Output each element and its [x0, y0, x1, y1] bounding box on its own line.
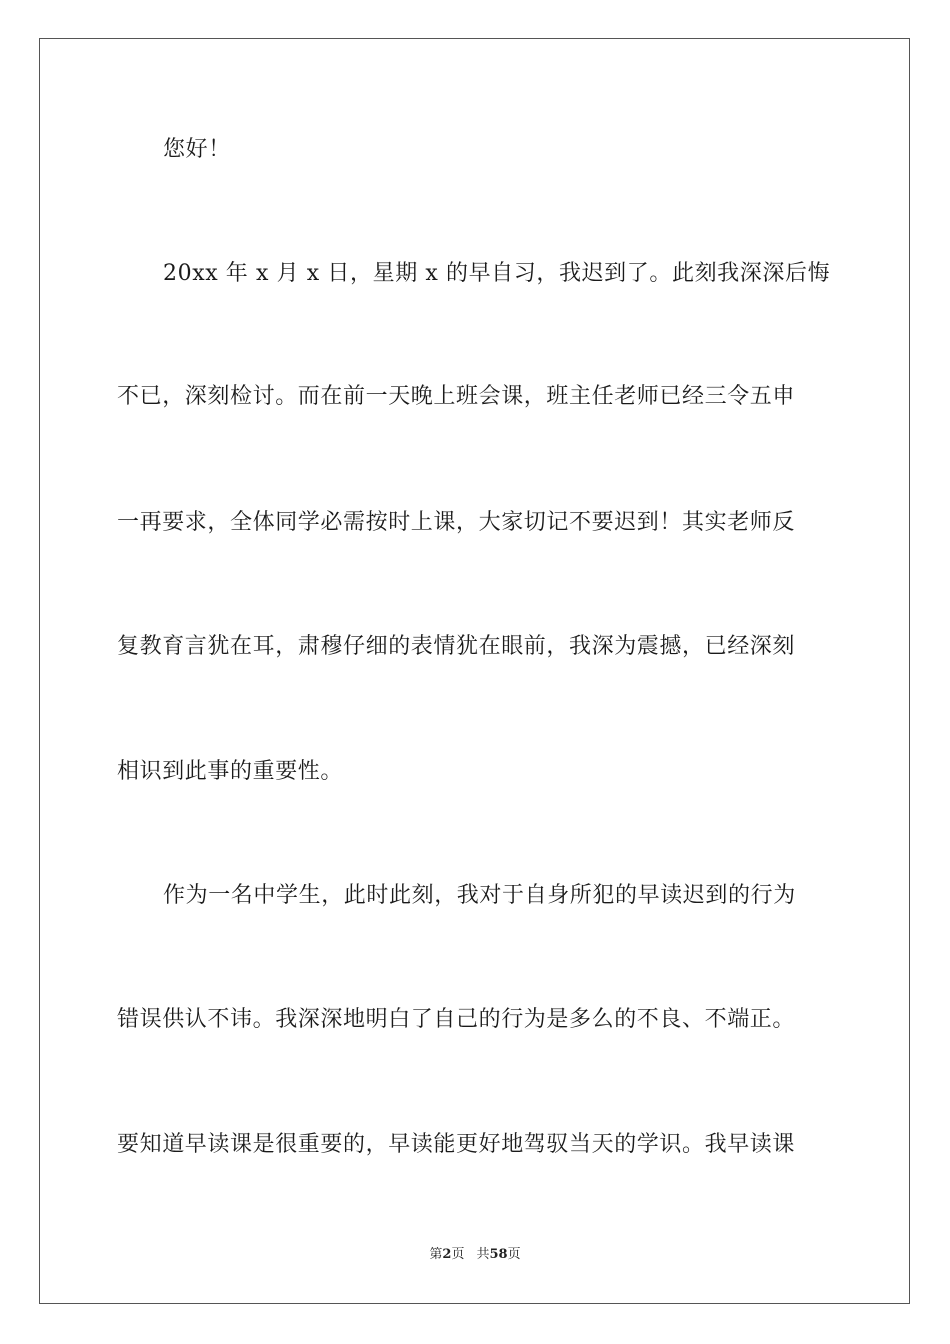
paragraph-1-line-5: 相识到此事的重要性。	[117, 759, 344, 784]
paragraph-1-line-4: 复教育言犹在耳，肃穆仔细的表情犹在眼前，我深为震撼，已经深刻	[117, 634, 796, 659]
paragraph-1-line-2: 不已，深刻检讨。而在前一天晚上班会课，班主任老师已经三令五申	[117, 384, 796, 409]
page-footer	[0, 1246, 950, 1264]
page-border	[39, 38, 910, 1304]
total-suffix: 页	[507, 1247, 521, 1262]
greeting-line: 您好！	[163, 137, 231, 162]
page-prefix: 第	[429, 1247, 443, 1262]
page-number: 2	[442, 1247, 452, 1262]
paragraph-2-line-1: 作为一名中学生，此时此刻，我对于自身所犯的早读迟到的行为	[163, 883, 796, 908]
page-suffix: 页	[451, 1247, 465, 1262]
total-prefix: 共	[476, 1247, 490, 1262]
paragraph-2-line-2: 错误供认不讳。我深深地明白了自己的行为是多么的不良、不端正。	[117, 1007, 796, 1032]
paragraph-1-line-3: 一再要求，全体同学必需按时上课，大家切记不要迟到！其实老师反	[117, 510, 796, 535]
total-pages: 58	[489, 1247, 508, 1262]
paragraph-2-line-3: 要知道早读课是很重要的，早读能更好地驾驭当天的学识。我早读课	[117, 1132, 796, 1157]
paragraph-1-line-1: 20xx 年 x 月 x 日，星期 x 的早自习，我迟到了。此刻我深深后悔	[163, 261, 831, 286]
